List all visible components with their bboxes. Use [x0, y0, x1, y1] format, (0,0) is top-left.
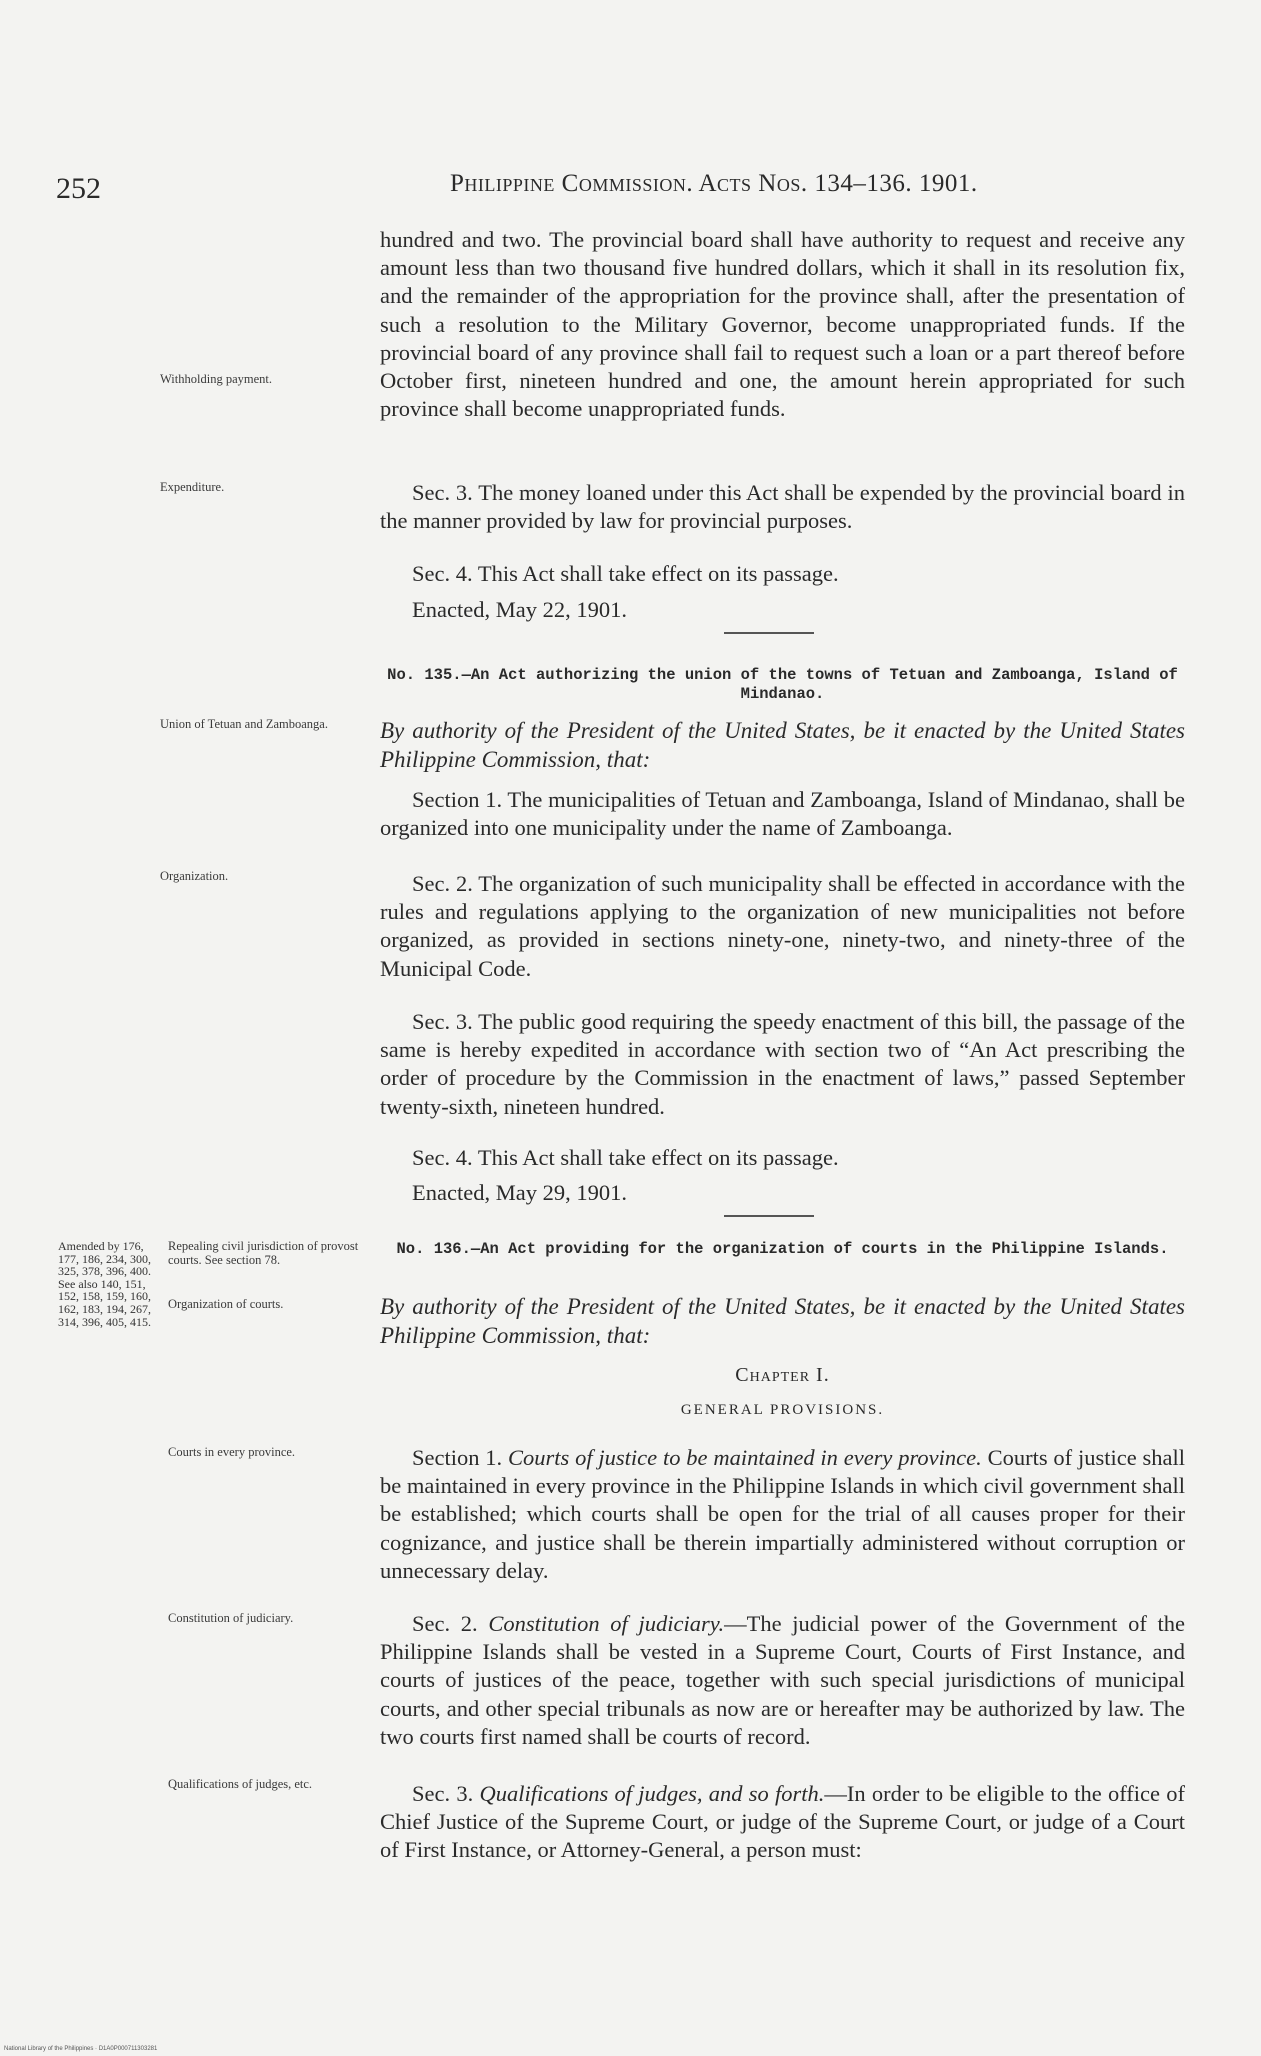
- running-head-text: Philippine Commission. Acts Nos. 134–136. 1901.: [450, 170, 978, 197]
- sec1-title: Courts of justice to be maintained in every province.: [508, 1445, 982, 1470]
- chapter-label: Chapter I.: [735, 1364, 830, 1386]
- act134-enacted-block: [380, 596, 1185, 624]
- act136-enacting-clause: [380, 1292, 1185, 1350]
- act135-sec2: Sec. 2. The organization of such municipality shall be effected in accordance with the rules and regulations applying to the organization of new municipalities not before organized, as provided in sections ninety-one, ninety-two, and ninety-three of the Municipal Code.: [380, 871, 1185, 981]
- act134-sec4-block: [380, 560, 1185, 588]
- act136-sec2-block: [380, 1610, 1185, 1751]
- page-number: 252: [56, 172, 101, 205]
- act136-sec3: [380, 1780, 1185, 1865]
- margin-note-courts-every-province: Courts in every province.: [168, 1445, 296, 1459]
- act136-sec1-block: [380, 1444, 1185, 1585]
- sec2-title: Constitution of judiciary.: [488, 1611, 725, 1636]
- margin-note-withholding: Withholding payment.: [160, 372, 272, 386]
- margin-note-repealing: Repealing civil jurisdiction of provost courts. See section 78.: [168, 1239, 359, 1267]
- act135-sec1: Section 1. The municipalities of Tetuan and Zamboanga, Island of Mindanao, shall be organized into one municipality under the name of Zamboanga.: [380, 787, 1185, 841]
- act134-enacted: Enacted, May 22, 1901.: [412, 597, 627, 622]
- act134-para1: [380, 226, 1185, 423]
- margin-note-qualifications: Qualifications of judges, etc.: [168, 1777, 313, 1791]
- sec1-label: Section 1.: [412, 1445, 503, 1470]
- act134-sec3: Sec. 3. The money loaned under this Act shall be expended by the provincial board in the manner provided by law for provincial purposes.: [380, 480, 1185, 534]
- margin-note-organization-courts: Organization of courts.: [168, 1297, 284, 1311]
- sec1-body: Courts of justice shall be maintained in every province in the Philippine Islands in which civil government shall be established; which courts shall be open for the trial of all causes proper for their cognizance, and justice shall be therein impartially administered without corruption or unnecessary delay.: [380, 1445, 1186, 1583]
- chapter-heading: [380, 1364, 1185, 1387]
- act135-sec4-block: [380, 1144, 1185, 1172]
- act135-sec3: Sec. 3. The public good requiring the speedy enactment of this bill, the passage of the same is hereby expedited in accordance with section two of “An Act prescribing the order of procedure by the Commission in the enactment of laws,” passed September twenty-sixth, nineteen hundred.: [380, 1009, 1185, 1119]
- act136-heading: No. 136.—An Act providing for the organization of courts in the Philippine Islands.: [396, 1240, 1169, 1258]
- act136-sec3-block: [380, 1780, 1185, 1865]
- act136-sec2: [380, 1610, 1185, 1751]
- act135-sec3-block: [380, 1008, 1185, 1121]
- act136-enacting-text: By authority of the President of the United States, be it enacted by the United States Philippine Commission, that:: [380, 1294, 1185, 1348]
- sec3-label: Sec. 3.: [412, 1781, 474, 1806]
- margin-note-expenditure: Expenditure.: [160, 480, 225, 494]
- margin-note-union: Union of Tetuan and Zamboanga.: [160, 717, 328, 731]
- act135-enacting-text: By authority of the President of the United States, be it enacted by the United States Philippine Commission, that:: [380, 718, 1185, 772]
- act135-heading: No. 135.—An Act authorizing the union of the towns of Tetuan and Zamboanga, Island of Mindanao.: [387, 666, 1178, 703]
- sec3-title: Qualifications of judges, and so forth.: [479, 1781, 825, 1806]
- act136-sec1: [380, 1444, 1185, 1585]
- act134-sec3-block: [380, 479, 1185, 535]
- chapter-title: GENERAL PROVISIONS.: [680, 1402, 885, 1418]
- act135-sec1-block: [380, 786, 1185, 842]
- margin-note-organization: Organization.: [160, 869, 229, 883]
- margin-note-amended: Amended by 176, 177, 186, 234, 300, 325, 378, 396, 400. See also 140, 151, 152, 158, 159, 160, 162, 183, 194, 267, 314, 396, 405, 415.: [58, 1239, 151, 1329]
- act135-enacting-clause: [380, 716, 1185, 774]
- act135-sec2-block: [380, 870, 1185, 983]
- act135-sec4: Sec. 4. This Act shall take effect on its passage.: [412, 1145, 839, 1170]
- scan-footer: National Library of the Philippines · D1A0P000711303281: [4, 2046, 158, 2052]
- sec2-label: Sec. 2.: [412, 1611, 478, 1636]
- section-divider: [724, 632, 814, 634]
- running-head: [450, 170, 978, 198]
- act135-enacted-block: [380, 1179, 1185, 1207]
- act134-continuation: hundred and two. The provincial board shall have authority to request and receive any amount less than two thousand five hundred dollars, which it shall in its resolution fix, and the remainder of the appropriation for the province shall, after the presentation of such a resolution to the Military Governor, become unappropriated funds. If the provincial board of any province shall fail to request such a loan or a part thereof before October first, nineteen hundred and one, the amount herein appropriated for such province shall become unappropriated funds.: [380, 227, 1185, 422]
- sec2-body: —The judicial power of the Government of the Philippine Islands shall be vested in a Supreme Court, Courts of First Instance, and courts of justices of the peace, together with such special jurisdictions of municipal courts, and other special tribunals as now are or hereafter may be authorized by law. The two courts first named shall be courts of record.: [380, 1611, 1185, 1749]
- sec3-body: —In order to be eligible to the office of Chief Justice of the Supreme Court, or judge of the Supreme Court, or judge of a Court of First Instance, or Attorney-General, a person must:: [380, 1781, 1185, 1863]
- section-divider-2: [724, 1215, 814, 1217]
- act134-sec4: Sec. 4. This Act shall take effect on its passage.: [412, 561, 839, 586]
- act135-enacted: Enacted, May 29, 1901.: [412, 1180, 627, 1205]
- margin-note-constitution: Constitution of judiciary.: [168, 1611, 294, 1625]
